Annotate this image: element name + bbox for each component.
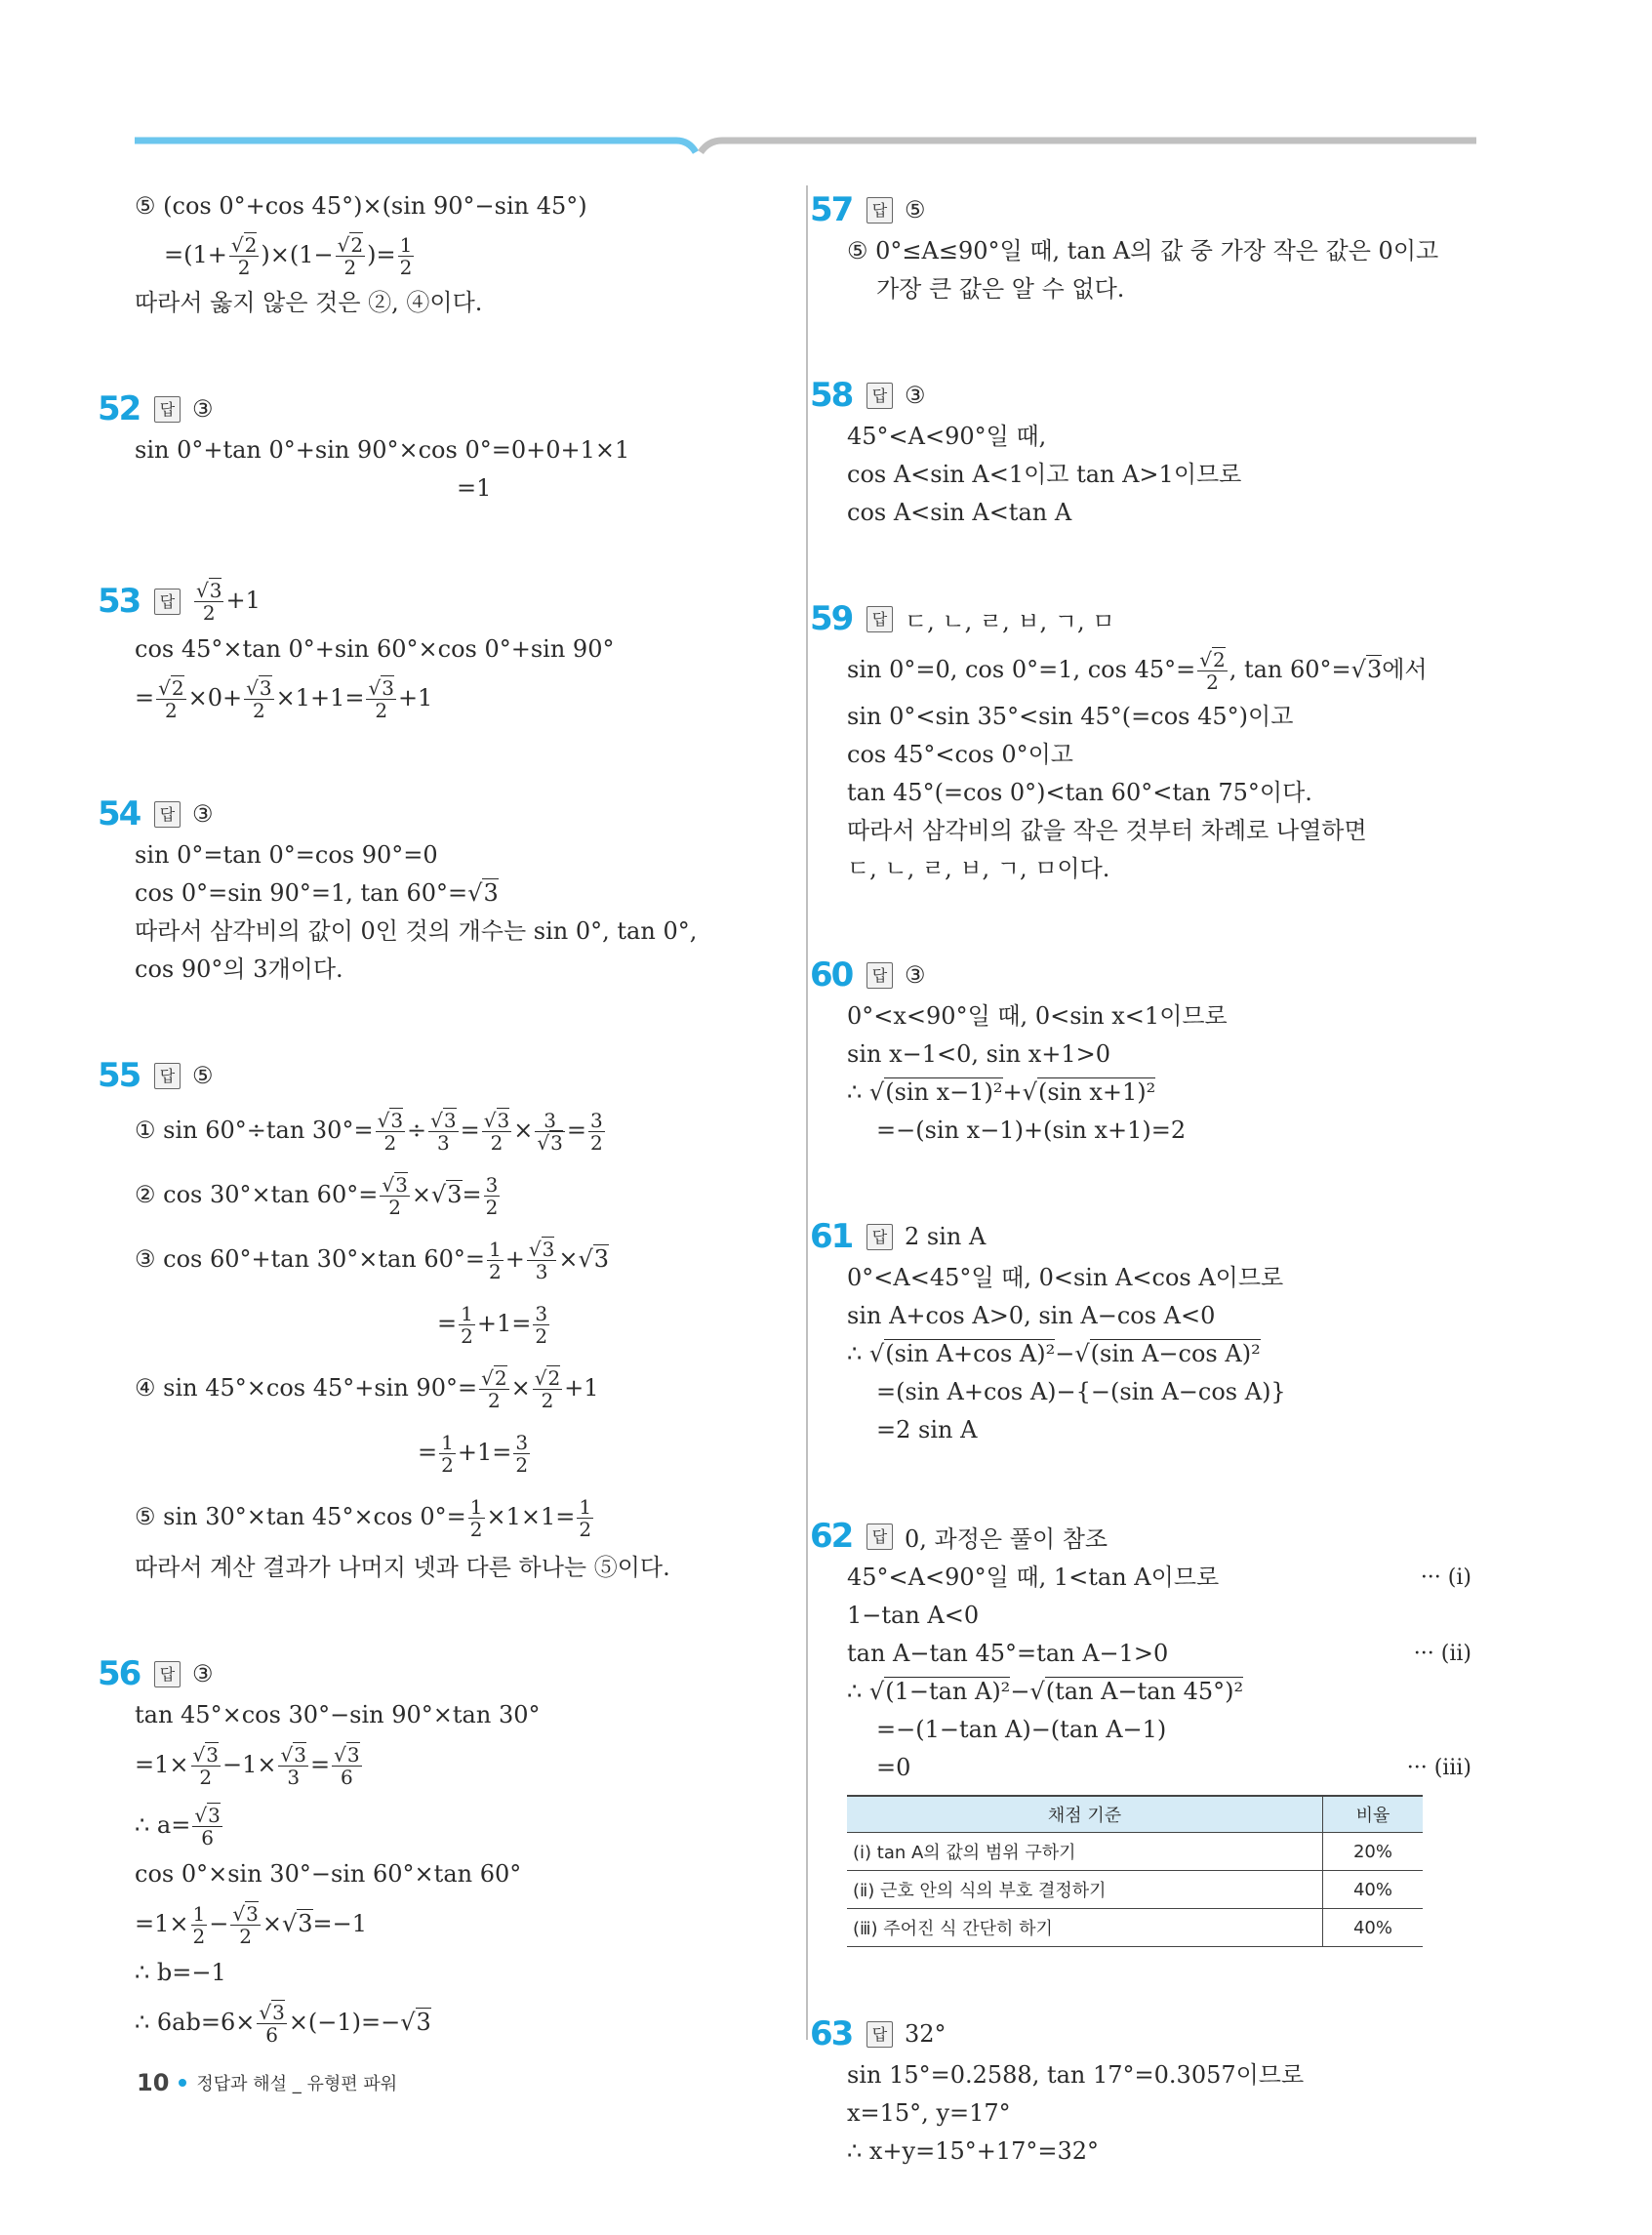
conclusion: cos 90°의 3개이다. (135, 955, 343, 983)
problem-header (810, 187, 1471, 232)
problem-55 (98, 1053, 759, 1587)
conclusion: 따라서 계산 결과가 나머지 넷과 다른 하나는 ⑤이다. (135, 1554, 670, 1581)
bullet-dot-icon (179, 2079, 186, 2087)
solution-line: 1−tan A<0 (847, 1602, 980, 1629)
problem-51-continued (135, 187, 759, 322)
right-column (810, 187, 1471, 2235)
left-column (98, 187, 759, 2117)
table-row: (ⅲ) 주어진 식 간단히 하기 40% (847, 1909, 1423, 1947)
solution-line: ⑤ (cos 0°+cos 45°)×(sin 90°−sin 45°) (135, 192, 587, 220)
page-number: 10 (137, 2069, 170, 2096)
solution-line: 45°<A<90°일 때, (847, 423, 1047, 450)
problem-number: 54 (98, 794, 141, 833)
solution-line: 따라서 삼각비의 값이 0인 것의 개수는 sin 0°, tan 0°, (135, 917, 698, 945)
step-marker: ··· (ⅲ) (1406, 1756, 1471, 1780)
solution-line: 따라서 삼각비의 값을 작은 것부터 차례로 나열하면 (847, 817, 1367, 844)
solution-line: tan 45°(=cos 0°)<tan 60°<tan 75°이다. (847, 779, 1312, 806)
problem-60 (810, 953, 1471, 1150)
solution-line: =1 (457, 474, 492, 502)
scoring-table (847, 1795, 1423, 1947)
problem-header (98, 386, 759, 431)
solution-line: ∴ √ (sin x−1)²+√ (sin x+1)² (847, 1074, 1471, 1112)
problem-header (810, 373, 1471, 418)
problem-number: 57 (810, 190, 853, 229)
answer-badge: 답 (866, 197, 893, 224)
solution-line: ④ sin 45°×cos 45°+sin 90°= √ $\frac{2}{2}$ × √ $\frac{2}{2}$ +1 (135, 1356, 759, 1420)
solution-line: cos A<sin A<1이고 tan A>1이므로 (847, 461, 1242, 488)
solution-line: =2 sin A (876, 1416, 978, 1443)
solution-line: sin 0°<sin 35°<sin 45°(=cos 45°)이고 (847, 703, 1294, 730)
problem-header (810, 596, 1471, 641)
problem-number: 53 (98, 582, 141, 621)
solution-line: = $\frac{1}{2}$ +1= $\frac{3}{2}$ (418, 1431, 529, 1477)
table-header: 비율 (1323, 1796, 1424, 1833)
answer: 32° (905, 2020, 947, 2048)
problem-57 (810, 187, 1471, 308)
table-header: 채점 기준 (847, 1796, 1323, 1833)
problem-62 (810, 1514, 1471, 1947)
answer-badge: 답 (866, 383, 893, 409)
conclusion: ㄷ, ㄴ, ㄹ, ㅂ, ㄱ, ㅁ이다. (847, 855, 1110, 882)
problem-header (810, 2012, 1471, 2056)
solution-line: =0 ··· (ⅲ) (847, 1749, 1471, 1787)
solution-line: ⑤ 0°≤A≤90°일 때, tan A의 값 중 가장 작은 값은 0이고 (847, 237, 1439, 264)
solution-line: tan 45°×cos 30°−sin 90°×tan 30° (135, 1701, 541, 1728)
solution-line: ∴ √ (1−tan A)²−√ (tan A−tan 45°)² (847, 1673, 1471, 1711)
answer: √ $\frac{3}{2}$ +1 (192, 580, 261, 624)
problem-53 (98, 572, 759, 727)
answer-badge: 답 (866, 1524, 893, 1550)
solution-line: ∴ a= √ $\frac{3}{6}$ (135, 1795, 759, 1855)
solution-line: sin 0°=0, cos 0°=1, cos 45°= √ $\frac{2}{2}$ , tan 60°=√ 3에서 (847, 641, 1471, 698)
problem-header (98, 572, 759, 630)
problem-number: 58 (810, 376, 853, 415)
problem-header (98, 1053, 759, 1098)
solution-line: ② cos 30°×tan 60°= √ $\frac{3}{2}$ ×√ 3= $\frac{3}{2}$ (135, 1162, 759, 1227)
problem-header (98, 792, 759, 836)
solution-line: =−(1−tan A)−(tan A−1) (876, 1716, 1167, 1743)
solution-line: x=15°, y=17° (847, 2099, 1011, 2127)
problem-63 (810, 2012, 1471, 2171)
problem-56 (98, 1651, 759, 2052)
solution-line: =−(sin x−1)+(sin x+1)=2 (876, 1117, 1187, 1144)
solution-line: ⑤ sin 30°×tan 45°×cos 0°= $\frac{1}{2}$ ×1×1= $\frac{1}{2}$ (135, 1495, 592, 1541)
answer-badge: 답 (866, 962, 893, 989)
problem-number: 62 (810, 1517, 853, 1556)
solution-line: sin 0°=tan 0°=cos 90°=0 (135, 841, 438, 869)
problem-number: 60 (810, 955, 853, 995)
answer: ㄷ, ㄴ, ㄹ, ㅂ, ㄱ, ㅁ (905, 607, 1115, 635)
solution-line: cos 45°<cos 0°이고 (847, 741, 1073, 768)
solution-line: ③ cos 60°+tan 30°×tan 60°= $\frac{1}{2}$ + √ $\frac{3}{3}$ ×√ 3 (135, 1227, 759, 1291)
conclusion: 따라서 옳지 않은 것은 ②, ④이다. (135, 289, 483, 316)
solution-line: ∴ x+y=15°+17°=32° (847, 2137, 1100, 2165)
problem-58 (810, 373, 1471, 532)
solution-line: =1× √ $\frac{3}{2}$ −1× √ $\frac{3}{3}$ = √ $\frac{3}{6}$ (135, 1734, 759, 1795)
problem-header (810, 1214, 1471, 1259)
solution-line: =(sin A+cos A)−{−(sin A−cos A)} (876, 1378, 1286, 1405)
solution-line: 45°<A<90°일 때, 1<tan A이므로 ··· (ⅰ) (847, 1559, 1471, 1597)
step-marker: ··· (ⅱ) (1413, 1642, 1471, 1666)
problem-61 (810, 1214, 1471, 1449)
solution-line: =1× $\frac{1}{2}$ − √ $\frac{3}{2}$ ×√ 3=−1 (135, 1893, 759, 1954)
answer-badge: 답 (154, 589, 181, 615)
table-row: (ⅰ) tan A의 값의 범위 구하기 20% (847, 1833, 1423, 1871)
problem-number: 63 (810, 2014, 853, 2053)
answer: ③ (905, 382, 926, 409)
header-bar-blue (135, 141, 696, 152)
solution-line: =(1+ √ $\frac{2}{2}$ )×(1− √ $\frac{2}{2}$ )= $\frac{1}{2}$ (135, 225, 759, 284)
problem-number: 52 (98, 389, 141, 428)
answer-badge: 답 (154, 396, 181, 423)
solution-line: cos 0°=sin 90°=1, tan 60°=√ 3 (135, 874, 759, 913)
answer: ⑤ (905, 196, 926, 224)
fraction: √ $\frac{2}{2}$ (229, 234, 259, 278)
solution-line: tan A−tan 45°=tan A−1>0 ··· (ⅱ) (847, 1635, 1471, 1673)
answer-badge: 답 (866, 2021, 893, 2048)
problem-52 (98, 386, 759, 508)
solution-line: ① sin 60°÷tan 30°= √ $\frac{3}{2}$ ÷ √ $\frac{3}{3}$ = √ $\frac{3}{2}$ × 3 √ 3 = $\frac{3}{2}$ (135, 1098, 759, 1162)
solution-line: = √ $\frac{2}{2}$ ×0+ √ $\frac{3}{2}$ ×1+1= √ $\frac{3}{2}$ +1 (135, 669, 759, 727)
answer: ⑤ (192, 1062, 214, 1089)
problem-number: 61 (810, 1217, 853, 1256)
answer-badge: 답 (866, 606, 893, 632)
problem-59 (810, 596, 1471, 888)
problem-54 (98, 792, 759, 989)
solution-line: sin 0°+tan 0°+sin 90°×cos 0°=0+0+1×1 (135, 436, 630, 464)
solution-line: = $\frac{1}{2}$ +1= $\frac{3}{2}$ (437, 1302, 548, 1348)
answer: ③ (192, 800, 214, 828)
table-row: (ⅱ) 근호 안의 식의 부호 결정하기 40% (847, 1871, 1423, 1909)
solution-line: cos 0°×sin 30°−sin 60°×tan 60° (135, 1860, 522, 1888)
problem-number: 56 (98, 1654, 141, 1693)
problem-number: 59 (810, 599, 853, 638)
footer-title: 정답과 해설 _ 유형편 파워 (196, 2074, 398, 2094)
solution-line: ∴ 6ab=6× √ $\frac{3}{6}$ ×(−1)=−√ 3 (135, 1992, 759, 2052)
solution-line: sin A+cos A>0, sin A−cos A<0 (847, 1302, 1216, 1329)
answer: ③ (192, 395, 214, 423)
solution-line: ∴ √ (sin A+cos A)²−√ (sin A−cos A)² (847, 1335, 1471, 1373)
page-footer (137, 2069, 397, 2096)
solution-line: cos A<sin A<tan A (847, 499, 1072, 526)
answer-badge: 답 (866, 1224, 893, 1250)
problem-number: 55 (98, 1056, 141, 1095)
answer-badge: 답 (154, 801, 181, 828)
answer-badge: 답 (154, 1661, 181, 1687)
column-divider (806, 185, 808, 2040)
answer: 2 sin A (905, 1223, 987, 1250)
fraction: $\frac{1}{2}$ (399, 233, 413, 279)
problem-header (810, 1514, 1471, 1559)
problem-header (810, 953, 1471, 997)
solution-line: ∴ b=−1 (135, 1959, 226, 1986)
answer-badge: 답 (154, 1063, 181, 1089)
solution-line: 가장 큰 값은 알 수 없다. (876, 275, 1125, 303)
solution-line: sin x−1<0, sin x+1>0 (847, 1040, 1110, 1068)
fraction: √ $\frac{2}{2}$ (336, 234, 365, 278)
answer: ③ (192, 1660, 214, 1687)
answer: 0, 과정은 풀이 참조 (905, 1524, 1108, 1553)
step-marker: ··· (ⅰ) (1420, 1565, 1471, 1590)
header-bar-gray (701, 141, 1476, 152)
answer: ③ (905, 961, 926, 989)
solution-line: cos 45°×tan 0°+sin 60°×cos 0°+sin 90° (135, 635, 615, 663)
problem-header (98, 1651, 759, 1696)
solution-line: 0°<x<90°일 때, 0<sin x<1이므로 (847, 1002, 1228, 1030)
header-bar (135, 135, 1476, 154)
solution-line: 0°<A<45°일 때, 0<sin A<cos A이므로 (847, 1264, 1284, 1291)
solution-line: sin 15°=0.2588, tan 17°=0.3057이므로 (847, 2061, 1305, 2089)
